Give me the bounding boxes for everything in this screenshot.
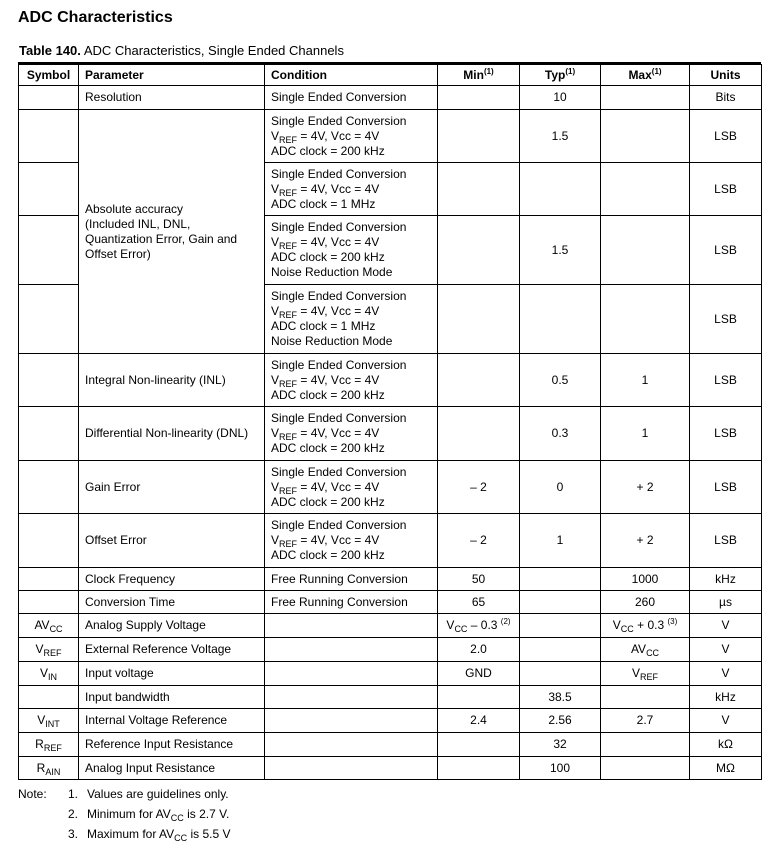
typ-cell: 1.5 (520, 110, 601, 163)
condition-line: Single Ended Conversion (271, 411, 407, 425)
max-cell: + 2 (601, 461, 690, 514)
table-row (19, 662, 762, 686)
parameter-cell: Differential Non-linearity (DNL) (79, 407, 265, 461)
table-row (19, 354, 762, 407)
symbol-cell (19, 662, 79, 686)
symbol-cell (19, 514, 79, 568)
symbol-main: R (35, 737, 44, 751)
symbol-cell (19, 709, 79, 733)
vref-symbol: V (271, 304, 280, 318)
symbol-cell (19, 568, 79, 591)
table-row (19, 591, 762, 614)
condition-line: Single Ended Conversion (271, 357, 407, 372)
max-cell (601, 638, 690, 662)
typ-cell: 1 (520, 514, 601, 568)
table-row (19, 461, 762, 514)
typ-cell: 32 (520, 733, 601, 757)
condition-cell (265, 110, 438, 163)
header-units: Units (690, 65, 762, 86)
typ-cell: 100 (520, 757, 601, 780)
vref-subscript: REF (279, 539, 298, 549)
symbol-cell (19, 407, 79, 461)
symbol-cell (19, 285, 79, 354)
condition-line (271, 182, 431, 197)
condition-cell (265, 614, 438, 638)
symbol-main: V (37, 713, 46, 727)
max-cell (601, 110, 690, 163)
symbol-subscript: IN (48, 672, 57, 682)
header-typ-footnote: (1) (565, 66, 576, 76)
table-row (19, 86, 762, 110)
units-cell: Bits (690, 86, 762, 110)
parameter-cell: Internal Voltage Reference (79, 709, 265, 733)
table-row (19, 514, 762, 568)
table-row (19, 733, 762, 757)
symbol-cell (19, 216, 79, 285)
condition-cell (265, 686, 438, 709)
units-cell: MΩ (690, 757, 762, 780)
condition-line: Single Ended Conversion (271, 464, 407, 479)
max-subscript: REF (640, 672, 658, 682)
header-max-footnote: (1) (651, 66, 662, 76)
vref-value: = 4V, Vcc = 4V (297, 426, 380, 440)
symbol-cell (19, 733, 79, 757)
symbol-main: R (36, 760, 46, 775)
parameter-cell: Offset Error (79, 514, 265, 568)
parameter-line: Offset Error) (85, 246, 151, 261)
parameter-line: Quantization Error, Gain and (85, 231, 238, 246)
symbol-cell (19, 591, 79, 614)
table-caption (19, 43, 344, 58)
vref-value: = 4V, Vcc = 4V (297, 181, 380, 196)
condition-line (271, 480, 431, 495)
parameter-cell (79, 110, 265, 354)
condition-cell (265, 163, 438, 216)
max-cell (601, 86, 690, 110)
vref-symbol: V (271, 235, 280, 249)
units-cell: V (690, 709, 762, 733)
header-parameter: Parameter (79, 65, 265, 86)
condition-line (271, 533, 431, 548)
min-subscript: CC (454, 624, 468, 634)
vref-subscript: REF (279, 432, 298, 442)
units-cell: V (690, 614, 762, 638)
vref-symbol: V (271, 533, 280, 547)
units-cell: LSB (690, 285, 762, 354)
symbol-main: AV (34, 618, 50, 632)
typ-cell (520, 662, 601, 686)
units-cell: LSB (690, 163, 762, 216)
table-row (19, 638, 762, 662)
max-cell (601, 757, 690, 780)
parameter-line: Absolute accuracy (85, 201, 184, 216)
min-cell: GND (438, 662, 520, 686)
note-text: Maximum for AV (87, 827, 175, 841)
typ-cell: 0 (520, 461, 601, 514)
symbol-cell (19, 163, 79, 216)
condition-line: ADC clock = 200 kHz (271, 548, 385, 562)
notes-label: Note: (18, 787, 47, 801)
max-main: V (612, 618, 621, 632)
min-cell (438, 110, 520, 163)
typ-cell (520, 285, 601, 354)
note-item (68, 824, 468, 844)
table-row (19, 614, 762, 638)
max-cell (601, 662, 690, 686)
condition-line: ADC clock = 200 kHz (271, 250, 385, 264)
max-cell: 1 (601, 407, 690, 461)
header-symbol: Symbol (19, 65, 79, 86)
parameter-cell: Analog Supply Voltage (79, 614, 265, 638)
table-caption-text: ADC Characteristics, Single Ended Channels (83, 43, 344, 58)
parameter-line: (Included INL, DNL, (85, 216, 191, 231)
min-cell: 2.0 (438, 638, 520, 662)
units-cell: kΩ (690, 733, 762, 757)
condition-line: ADC clock = 1 MHz (271, 319, 376, 333)
max-cell: 2.7 (601, 709, 690, 733)
symbol-cell (19, 354, 79, 407)
condition-cell: Single Ended Conversion (265, 86, 438, 110)
condition-line (271, 304, 431, 319)
table-row (19, 757, 762, 780)
units-cell: kHz (690, 686, 762, 709)
condition-cell (265, 514, 438, 568)
header-typ-label: Typ (544, 67, 566, 82)
symbol-subscript: REF (43, 648, 62, 658)
parameter-cell: Analog Input Resistance (79, 757, 265, 780)
vref-value: = 4V, Vcc = 4V (297, 235, 380, 249)
vref-subscript: REF (279, 485, 298, 496)
parameter-cell: Reference Input Resistance (79, 733, 265, 757)
vref-value: = 4V, Vcc = 4V (297, 372, 380, 387)
units-cell: V (690, 638, 762, 662)
max-main: AV (630, 642, 647, 656)
typ-cell: 38.5 (520, 686, 601, 709)
note-item (68, 804, 468, 824)
typ-cell: 2.56 (520, 709, 601, 733)
typ-cell (520, 638, 601, 662)
symbol-main: V (35, 642, 44, 656)
min-cell (438, 216, 520, 285)
note-number: 1. (68, 787, 79, 801)
min-rest: – 0.3 (467, 618, 501, 632)
notes-list (68, 784, 468, 844)
vref-value: = 4V, Vcc = 4V (297, 479, 380, 494)
symbol-cell (19, 461, 79, 514)
condition-line: Noise Reduction Mode (271, 265, 393, 279)
min-footnote: (2) (500, 617, 511, 626)
min-cell (438, 614, 520, 638)
vref-value: = 4V, Vcc = 4V (297, 533, 380, 547)
table-row (19, 709, 762, 733)
max-cell: 1000 (601, 568, 690, 591)
min-cell: – 2 (438, 514, 520, 568)
units-cell: LSB (690, 216, 762, 285)
min-cell: 2.4 (438, 709, 520, 733)
units-cell: kHz (690, 568, 762, 591)
min-cell (438, 757, 520, 780)
vref-subscript: REF (279, 241, 298, 251)
max-rest: + 0.3 (633, 618, 668, 632)
condition-line: ADC clock = 200 kHz (271, 494, 385, 509)
condition-cell (265, 354, 438, 407)
min-cell: – 2 (438, 461, 520, 514)
max-cell: 260 (601, 591, 690, 614)
header-typ (520, 65, 601, 86)
symbol-subscript: AIN (45, 766, 61, 777)
parameter-cell: Input bandwidth (79, 686, 265, 709)
max-cell (601, 686, 690, 709)
condition-cell (265, 285, 438, 354)
vref-value: = 4V, Vcc = 4V (297, 304, 380, 318)
vref-symbol: V (271, 128, 280, 143)
table-row (19, 568, 762, 591)
condition-line (271, 426, 431, 441)
condition-line: ADC clock = 1 MHz (271, 196, 376, 211)
vref-symbol: V (271, 181, 280, 196)
condition-line: Single Ended Conversion (271, 518, 407, 532)
symbol-cell (19, 686, 79, 709)
vref-subscript: REF (279, 310, 298, 320)
condition-cell (265, 407, 438, 461)
condition-line (271, 235, 431, 250)
parameter-cell: Resolution (79, 86, 265, 110)
symbol-subscript: REF (43, 743, 62, 753)
table-row (19, 686, 762, 709)
parameter-cell: Integral Non-linearity (INL) (79, 354, 265, 407)
max-cell (601, 733, 690, 757)
note-text-end: is 2.7 V. (183, 807, 230, 821)
symbol-cell (19, 110, 79, 163)
vref-value: = 4V, Vcc = 4V (297, 128, 380, 143)
condition-cell (265, 216, 438, 285)
units-cell: LSB (690, 514, 762, 568)
condition-cell (265, 733, 438, 757)
typ-cell (520, 163, 601, 216)
condition-cell: Free Running Conversion (265, 591, 438, 614)
adc-characteristics-table (18, 64, 762, 780)
condition-line: ADC clock = 200 kHz (271, 441, 385, 455)
typ-cell (520, 591, 601, 614)
symbol-subscript: CC (49, 624, 63, 634)
section-title: ADC Characteristics (18, 9, 173, 26)
max-subscript: CC (646, 648, 660, 658)
symbol-cell (19, 638, 79, 662)
condition-line: Single Ended Conversion (271, 289, 407, 303)
max-cell (601, 163, 690, 216)
condition-cell (265, 757, 438, 780)
note-text: Values are guidelines only. (87, 787, 229, 801)
condition-cell (265, 709, 438, 733)
parameter-cell: Conversion Time (79, 591, 265, 614)
header-min (438, 65, 520, 86)
condition-line (271, 129, 431, 144)
typ-cell: 0.3 (520, 407, 601, 461)
vref-subscript: REF (279, 378, 298, 389)
min-cell (438, 86, 520, 110)
units-cell: V (690, 662, 762, 686)
typ-cell: 10 (520, 86, 601, 110)
symbol-cell (19, 86, 79, 110)
condition-line: Single Ended Conversion (271, 220, 407, 234)
table-row (19, 110, 762, 163)
header-min-label: Min (463, 67, 484, 82)
parameter-cell: Gain Error (79, 461, 265, 514)
min-cell: 65 (438, 591, 520, 614)
typ-cell: 1.5 (520, 216, 601, 285)
vref-symbol: V (271, 426, 280, 440)
condition-line: Noise Reduction Mode (271, 334, 393, 348)
parameter-cell: Clock Frequency (79, 568, 265, 591)
min-cell (438, 163, 520, 216)
condition-cell: Free Running Conversion (265, 568, 438, 591)
max-cell: + 2 (601, 514, 690, 568)
condition-line: Single Ended Conversion (271, 113, 407, 128)
note-item (68, 784, 468, 804)
symbol-main: V (39, 666, 48, 680)
parameter-cell: Input voltage (79, 662, 265, 686)
note-text: Minimum for AV (87, 807, 171, 821)
condition-cell (265, 461, 438, 514)
typ-cell (520, 568, 601, 591)
condition-line: ADC clock = 200 kHz (271, 143, 385, 158)
units-cell: LSB (690, 110, 762, 163)
note-subscript: CC (174, 833, 188, 843)
max-cell: 1 (601, 354, 690, 407)
min-cell (438, 733, 520, 757)
header-max (601, 65, 690, 86)
vref-subscript: REF (279, 187, 298, 198)
typ-cell: 0.5 (520, 354, 601, 407)
max-main: V (631, 666, 640, 680)
vref-subscript: REF (279, 134, 298, 145)
max-cell (601, 216, 690, 285)
condition-cell (265, 638, 438, 662)
header-max-label: Max (628, 67, 652, 82)
min-cell: 50 (438, 568, 520, 591)
min-cell (438, 354, 520, 407)
min-cell (438, 407, 520, 461)
vref-symbol: V (271, 372, 280, 387)
min-cell (438, 285, 520, 354)
units-cell: LSB (690, 461, 762, 514)
table-row (19, 407, 762, 461)
table-caption-label: Table 140. (19, 43, 81, 58)
note-subscript: CC (170, 813, 184, 823)
max-cell (601, 614, 690, 638)
note-number: 2. (68, 807, 79, 821)
header-condition: Condition (265, 65, 438, 86)
max-subscript: CC (620, 624, 634, 634)
typ-cell (520, 614, 601, 638)
vref-symbol: V (271, 479, 280, 494)
condition-line (271, 373, 431, 388)
units-cell: LSB (690, 354, 762, 407)
min-cell (438, 686, 520, 709)
min-main: V (446, 618, 455, 632)
symbol-cell (19, 757, 79, 780)
parameter-cell: External Reference Voltage (79, 638, 265, 662)
condition-line: Single Ended Conversion (271, 166, 407, 181)
symbol-subscript: INT (45, 719, 60, 729)
units-cell: LSB (690, 407, 762, 461)
header-row (19, 65, 762, 86)
header-min-footnote: (1) (483, 66, 494, 76)
condition-line: ADC clock = 200 kHz (271, 387, 385, 402)
max-cell (601, 285, 690, 354)
units-cell: µs (690, 591, 762, 614)
symbol-cell (19, 614, 79, 638)
max-footnote: (3) (667, 617, 678, 626)
condition-cell (265, 662, 438, 686)
note-text-end: is 5.5 V (187, 827, 231, 841)
note-number: 3. (68, 827, 79, 841)
